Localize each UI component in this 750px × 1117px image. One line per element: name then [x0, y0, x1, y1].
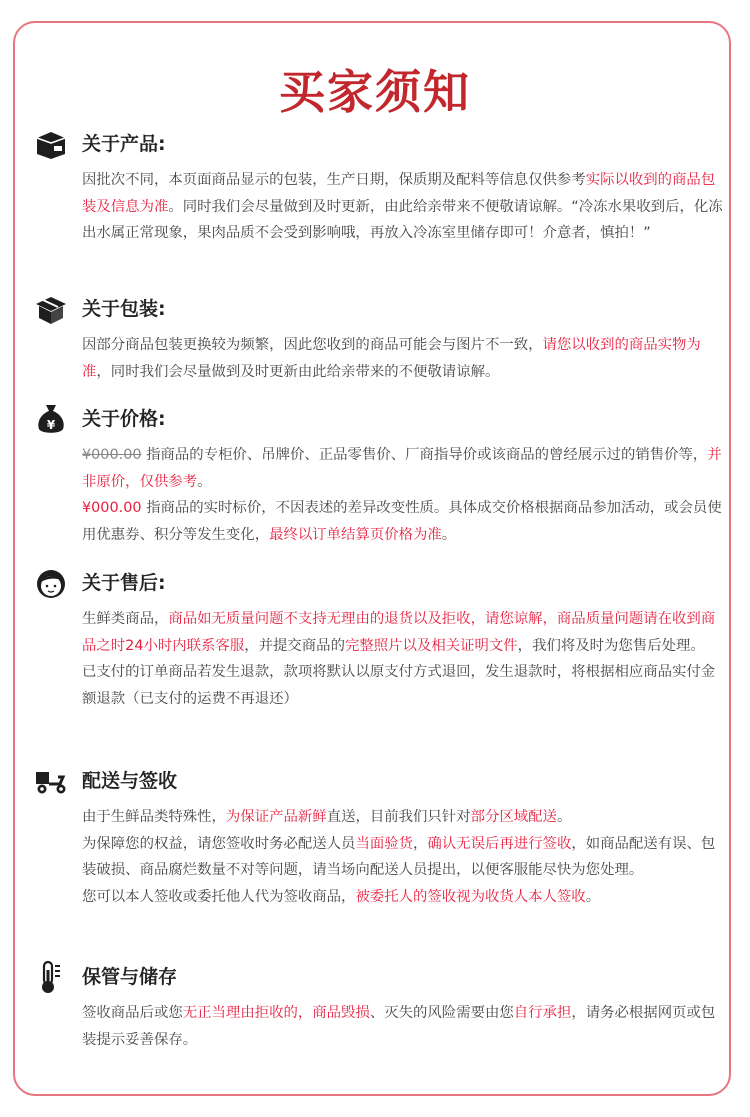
body-text: 指商品的专柜价、吊牌价、正品零售价、厂商指导价或该商品的曾经展示过的销售价等， — [141, 447, 708, 463]
money-bag-icon — [34, 402, 68, 436]
highlight-text: 实际以收到的商品包装及信息为准 — [82, 172, 716, 215]
highlight-text: ¥000.00 — [82, 500, 142, 516]
section-heading: 配送与签收 — [82, 770, 178, 792]
section-storage — [34, 960, 724, 1053]
section-after-sales — [34, 566, 724, 712]
section-body — [82, 332, 724, 385]
page-title: 买家须知 — [279, 65, 471, 119]
section-body — [82, 606, 724, 712]
section-body — [82, 804, 724, 910]
body-text: 。 — [556, 809, 572, 825]
section-body — [82, 1000, 724, 1053]
service-person-icon — [34, 566, 68, 600]
paragraph — [82, 804, 724, 831]
section-header — [34, 566, 724, 600]
body-text: ，我们将及时为您售后处理。 — [517, 637, 705, 654]
section-heading: 关于售后: — [82, 572, 166, 594]
package-icon — [34, 292, 68, 326]
paragraph — [82, 332, 724, 385]
highlight-text: 被委托人的签收视为收货人本人签收 — [355, 888, 586, 905]
body-text: 已支付的订单商品若发生退款，款项将默认以原支付方式退回，发生退款时，将根据相应商品实付金额退款（已支付的运费不再退还） — [82, 664, 716, 707]
body-text: 生鲜类商品， — [82, 611, 169, 627]
section-price — [34, 402, 724, 548]
section-delivery — [34, 764, 724, 910]
body-text: 、灭失的风险需要由您 — [369, 1005, 514, 1021]
box-icon — [34, 127, 68, 161]
svg-text:¥: ¥ — [46, 418, 56, 432]
thermometer-icon — [34, 960, 68, 994]
body-text: 因部分商品包装更换较为频繁，因此您收到的商品可能会与图片不一致， — [82, 337, 543, 353]
section-product — [34, 127, 724, 247]
section-body — [82, 442, 724, 548]
highlight-text: 当面验货 — [355, 835, 414, 852]
section-header — [34, 292, 724, 326]
body-text: 您可以本人签收或委托他人代为签收商品， — [82, 888, 356, 905]
body-text: ，同时我们会尽量做到及时更新由此给亲带来的不便敬请谅解。 — [96, 363, 500, 380]
body-text: ，并提交商品的 — [244, 637, 345, 654]
highlight-text: 无正当理由拒收的，商品毁损 — [182, 1005, 370, 1021]
section-heading: 关于产品: — [82, 133, 166, 155]
highlight-text: 确认无误后再进行签收 — [427, 835, 572, 852]
body-text: 为保障您的权益，请您签收时务必配送人员 — [82, 835, 356, 852]
highlight-text: 请您以收到的商品实物为准 — [82, 337, 701, 380]
section-body — [82, 167, 724, 247]
paragraph — [82, 659, 724, 712]
body-text: 。 — [441, 526, 457, 543]
section-heading: 关于包装: — [82, 298, 166, 320]
body-text: ，请务必根据网页或包装提示妥善保存。 — [82, 1005, 716, 1048]
original-price-text: ¥000.00 — [82, 447, 142, 463]
highlight-text: 部分区域配送 — [470, 809, 557, 825]
highlight-text: 为保证产品新鲜 — [225, 809, 327, 825]
paragraph — [82, 606, 724, 659]
section-heading: 保管与储存 — [82, 966, 178, 988]
paragraph — [82, 884, 724, 911]
body-text: 因批次不同，本页面商品显示的包装，生产日期，保质期及配料等信息仅供参考 — [82, 172, 586, 188]
body-text: 由于生鲜品类特殊性， — [82, 809, 226, 825]
body-text: 指商品的实时标价，不因表述的差异改变性质。具体成交价格根据商品参加活动，或会员使用优惠券、积分等发生变化， — [82, 500, 722, 543]
paragraph — [82, 167, 724, 247]
highlight-text: 商品如无质量问题不支持无理由的退货以及拒收，请您谅解，商品质量问题请在收到商品之时24小时内联系客服 — [82, 611, 716, 654]
paragraph — [82, 1000, 724, 1053]
section-packaging — [34, 292, 724, 385]
section-header — [34, 764, 724, 798]
highlight-text: 完整照片以及相关证明文件 — [344, 637, 518, 654]
section-header — [34, 960, 724, 994]
body-text: ，如商品配送有误、包装破损、商品腐烂数量不对等问题，请当场向配送人员提出，以便客服能尽快为您处理。 — [82, 835, 716, 878]
highlight-text: 最终以订单结算页价格为准 — [269, 526, 442, 543]
body-text: 。 — [585, 888, 601, 905]
highlight-text: 并非原价，仅供参考 — [82, 447, 722, 490]
paragraph — [82, 495, 724, 548]
body-text: 。 — [197, 473, 212, 490]
highlight-text: 自行承担 — [513, 1005, 572, 1021]
body-text: 直送，目前我们只针对 — [326, 809, 471, 825]
section-header — [34, 127, 724, 161]
section-heading: 关于价格: — [82, 408, 166, 430]
section-header — [34, 402, 724, 436]
paragraph — [82, 831, 724, 884]
delivery-scooter-icon — [34, 764, 68, 798]
body-text: 。同时我们会尽量做到及时更新，由此给亲带来不便敬请谅解。“冷冻水果收到后，化冻出水属正常现象，果肉品质不会受到影响哦，再放入冷冻室里储存即可！介意者，慎拍！” — [82, 198, 723, 241]
body-text: 签收商品后或您 — [82, 1005, 183, 1021]
paragraph — [82, 442, 724, 495]
body-text: ， — [413, 835, 428, 852]
